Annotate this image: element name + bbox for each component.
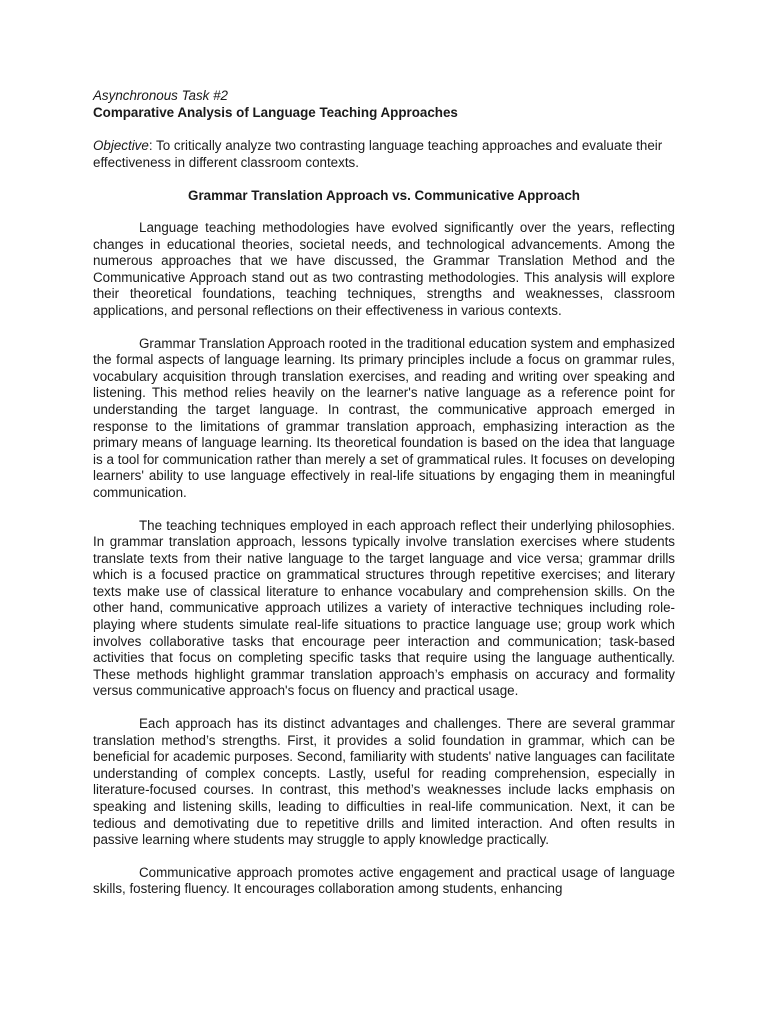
objective-label: Objective [93,138,149,153]
document-page [93,87,675,898]
paragraph-communicative-strengths: Communicative approach promotes active engagement and practical usage of language skills, fostering fluency. It encourages collaboration among students, enhancing [93,864,675,897]
document-title: Comparative Analysis of Language Teaching Approaches [93,105,458,120]
paragraph-strengths-weaknesses: Each approach has its distinct advantages and challenges. There are several grammar translation method’s strengths. First, it provides a solid foundation in grammar, which can be beneficial for academic purposes. Second, familiarity with students' native languages can facilitate understanding of complex concepts. Lastly, useful for reading comprehension, especially in literature-focused courses. In contrast, this method’s weaknesses include lacks emphasis on speaking and listening skills, leading to difficulties in real-life communication. Next, it can be tedious and demotivating due to repetitive drills and limited interaction. And often results in passive learning where students may struggle to apply knowledge practically. [93,716,675,848]
task-label: Asynchronous Task #2 [93,88,228,103]
paragraph-teaching-techniques: The teaching techniques employed in each approach reflect their underlying philosophies. In grammar translation approach, lessons typically involve translation exercises where students translate texts from their native language to the target language and vice versa; grammar drills which is a focused practice on grammatical structures through repetitive exercises; and literary texts make use of classical literature to enhance vocabulary and comprehension skills. On the other hand, communicative approach utilizes a variety of interactive techniques including role-playing where students simulate real-life situations to practice language use; group work which involves collaborative tasks that encourage peer interaction and communication; task-based activities that focus on completing specific tasks that require using the language authentically. These methods highlight grammar translation approach’s emphasis on accuracy and formality versus communicative approach's focus on fluency and practical usage. [93,517,675,699]
paragraph-theoretical-foundations: Grammar Translation Approach rooted in the traditional education system and emphasized the formal aspects of language learning. Its primary principles include a focus on grammar rules, vocabulary acquisition through translation exercises, and reading and writing over speaking and listening. This method relies heavily on the learner's native language as a reference point for understanding the target language. In contrast, the communicative approach emerged in response to the limitations of grammar translation approach, emphasizing interaction as the primary means of language learning. Its theoretical foundation is based on the idea that language is a tool for communication rather than merely a set of grammatical rules. It focuses on developing learners' ability to use language effectively in real-life situations by engaging them in meaningful communication. [93,335,675,500]
section-heading: Grammar Translation Approach vs. Communicative Approach [188,188,580,203]
objective-text: : To critically analyze two contrasting language teaching approaches and evaluate their effectiveness in different classroom contexts. [93,138,663,170]
paragraph-introduction: Language teaching methodologies have evolved significantly over the years, reflecting changes in educational theories, societal needs, and technological advancements. Among the numerous approaches that we have discussed, the Grammar Translation Method and the Communicative Approach stand out as two contrasting methodologies. This analysis will explore their theoretical foundations, teaching techniques, strengths and weaknesses, classroom applications, and personal reflections on their effectiveness in various contexts. [93,220,675,318]
objective [93,138,675,171]
